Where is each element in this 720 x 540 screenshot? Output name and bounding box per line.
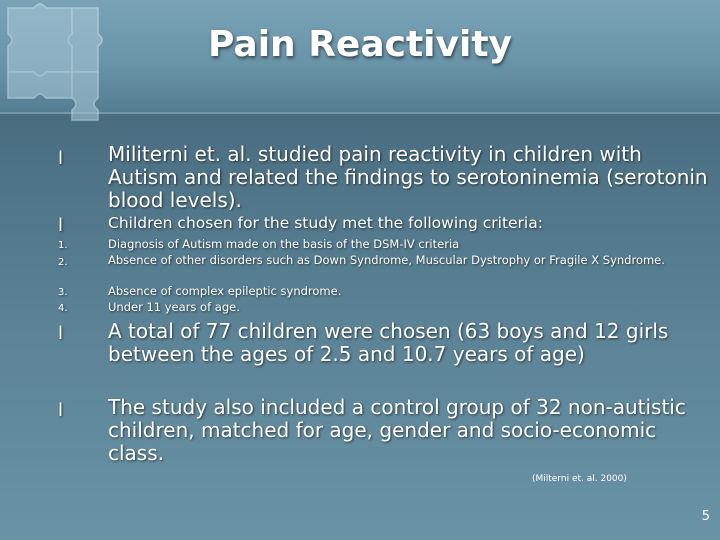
- page-number: 5: [701, 509, 710, 524]
- criteria-number: 1.: [58, 240, 68, 251]
- slide-title: Pain Reactivity: [207, 24, 512, 65]
- criteria-item: Diagnosis of Autism made on the basis of the DSM-IV criteria: [108, 237, 460, 251]
- bullet-marker: l: [58, 323, 64, 344]
- bullet-text: Children chosen for the study met the following criteria:: [108, 214, 543, 232]
- criteria-number: 4.: [58, 303, 68, 314]
- criteria-number: 2.: [58, 257, 68, 268]
- bullet-marker: l: [58, 400, 64, 421]
- bullet-text: The study also included a control group of 32 non-autistic children, matched for age, gender and socio-economic class.: [108, 395, 686, 465]
- bullet-text: A total of 77 children were chosen (63 boys and 12 girls between the ages of 2.5 and 10.7 years of age): [108, 319, 669, 366]
- bullet-text: Militerni et. al. studied pain reactivity in children with Autism and related the findings to serotoninemia (serotonin blood levels).: [108, 142, 708, 212]
- bullet-marker: l: [58, 215, 64, 236]
- bullet-marker: l: [58, 148, 64, 169]
- criteria-item: Absence of other disorders such as Down Syndrome, Muscular Dystrophy or Fragile X Syndrome.: [108, 253, 665, 267]
- criteria-item: Under 11 years of age.: [108, 300, 240, 314]
- criteria-number: 3.: [58, 287, 68, 298]
- citation: (Milterni et. al. 2000): [532, 474, 627, 484]
- puzzle-pieces-icon: [0, 0, 130, 130]
- criteria-item: Absence of complex epileptic syndrome.: [108, 284, 342, 298]
